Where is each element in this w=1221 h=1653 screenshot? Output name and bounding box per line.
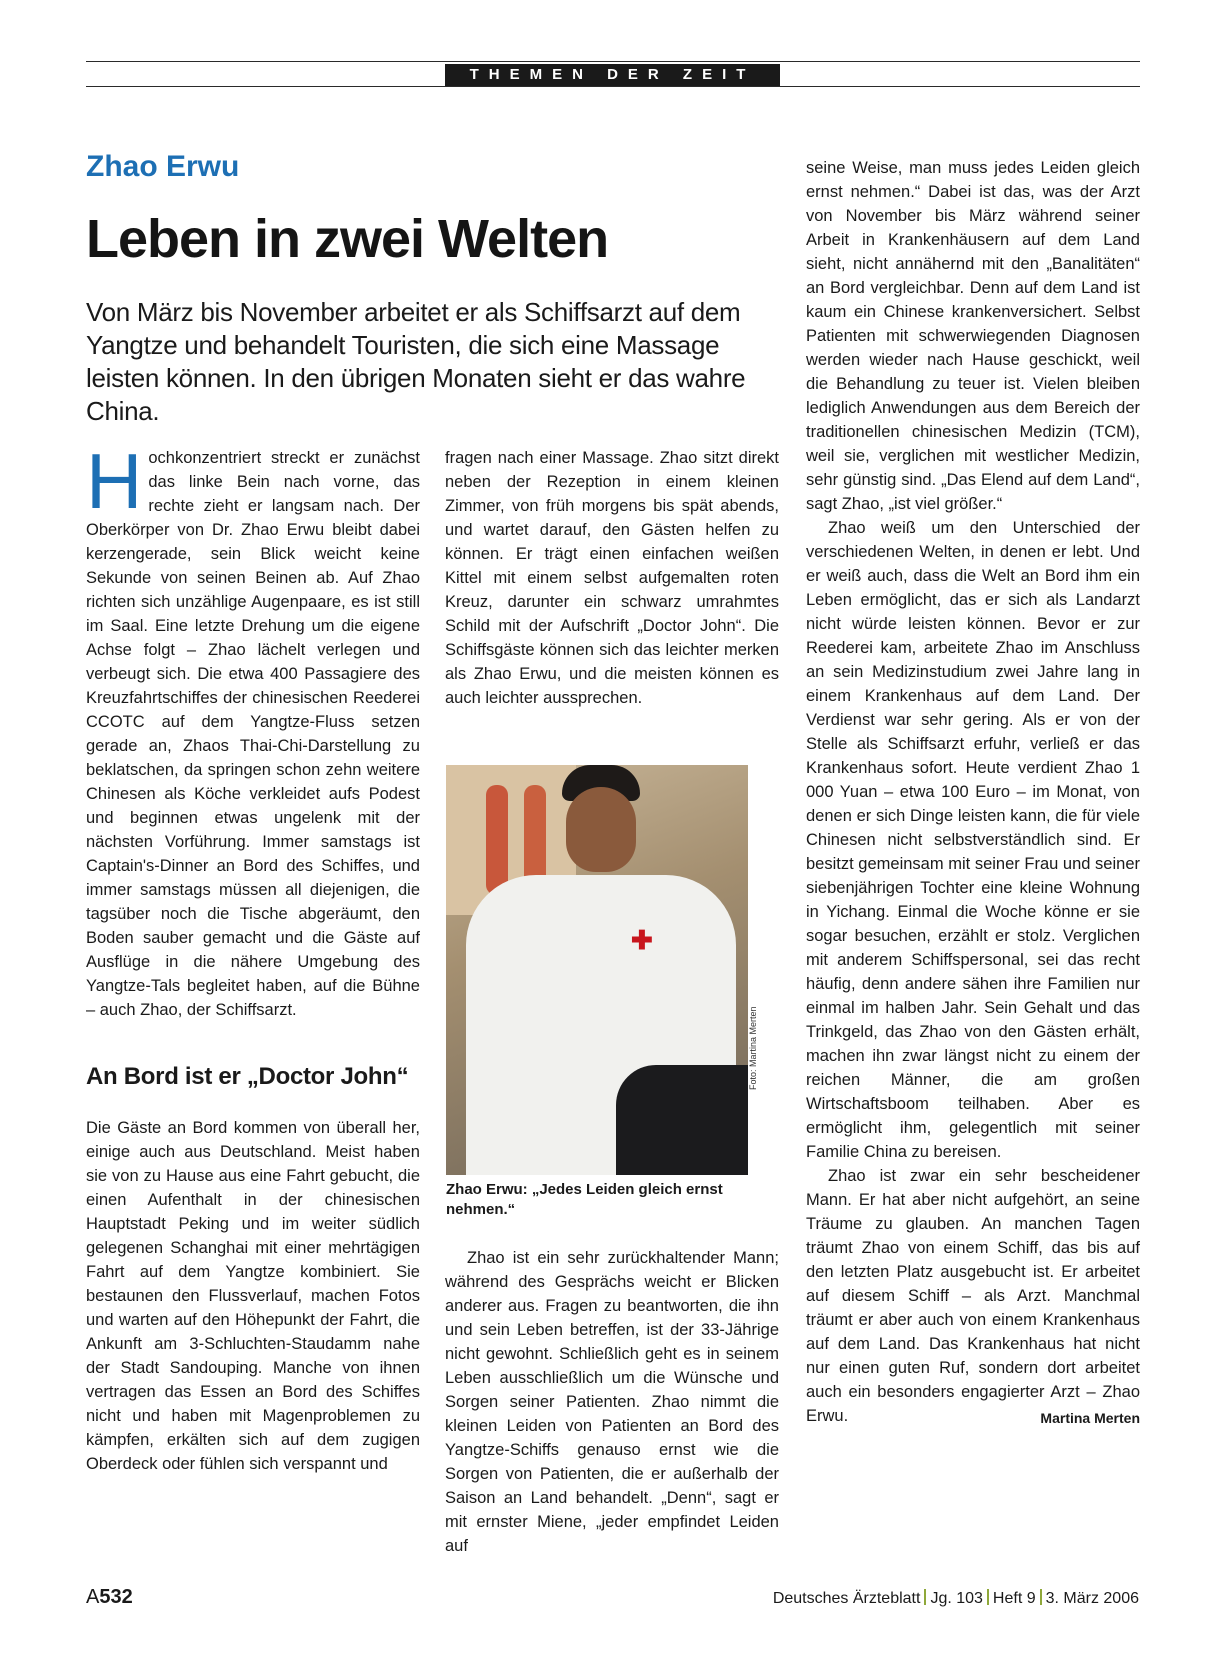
author-name: Martina Merten (1040, 1410, 1140, 1426)
separator (924, 1589, 926, 1605)
column-3 (806, 156, 1140, 1430)
page-prefix: A (86, 1586, 100, 1608)
article-title: Leben in zwei Welten (86, 209, 609, 269)
paragraph (86, 437, 420, 1022)
column-2 (445, 446, 779, 710)
article-kicker: Zhao Erwu (86, 150, 240, 183)
photo-face (566, 787, 636, 872)
portrait-photo (446, 765, 748, 1175)
paragraph (806, 1164, 1140, 1428)
separator (987, 1589, 989, 1605)
column-2-continued (445, 1246, 779, 1558)
photo-caption: Zhao Erwu: „Jedes Leiden gleich ernst nehmen.“ (446, 1181, 723, 1218)
page-number (86, 1586, 133, 1609)
paragraph: Die Gäste an Bord kommen von überall her, einige auch aus Deutschland. Meist haben sie von zu Hause aus eine Fahrt gebucht, die einen Aufenthalt in der chinesischen Hauptstadt Peking und im weiter südlich gelegenen Schanghai mit einer mehrtägigen Fahrt auf dem Yangtze kombiniert. Sie bestaunen den Flussverlauf, machen Fotos und warten auf den Höhepunkt der Fahrt, die Ankunft am 3-Schluchten-Staudamm nahe der Stadt Sandouping. Manche von ihnen vertragen das Essen an Bord des Schiffes nicht und haben mit Magenproblemen zu kämpfen, erkälten sich auf dem zugigen Oberdeck oder fühlen sich verspannt und (86, 1119, 420, 1473)
journal-date: 3. März 2006 (1045, 1590, 1139, 1607)
photo-detail (486, 785, 508, 895)
paragraph-text: ochkonzentriert streckt er zunächst das linke Bein nach vorne, das rechte zieht er langsam nach. Der Oberkörper von Dr. Zhao Erwu bleibt dabei kerzengerade, sein Blick weicht keine Sekunde von seinen Beinen ab. Auf Zhao richten sich unzählige Augenpaare, es ist still im Saal. Eine letzte Drehung um die eigene Achse folgt – Zhao lächelt verlegen und verbeugt sich. Die etwa 400 Passagiere des Kreuzfahrtschiffes der chinesischen Reederei CCOTC auf dem Yangtze-Fluss setzen gerade an, Zhaos Thai-Chi-Darstellung zu beklatschen, da springen schon zehn weitere Chinesen als Köche verkleidet aufs Podest und beginnen etwas ungelenk mit der nächsten Vorführung. Immer samstags ist Captain's-Dinner an Bord des Schiffes, und immer samstags müssen all diejenigen, die tagsüber noch die Tische abgeräumt, den Boden sauber gemacht und die Gäste auf Ausflüge in die nähere Umgebung des Yangtze-Tals begleitet haben, auf die Bühne – auch Zhao, der Schiffsarzt. (86, 449, 420, 1019)
journal-volume: Jg. 103 (930, 1590, 983, 1607)
red-cross-icon: ✚ (631, 925, 653, 955)
section-label: THEMEN DER ZEIT (445, 64, 780, 86)
article-subhead: An Bord ist er „Doctor John“ (86, 1063, 409, 1090)
photo-chair (616, 1065, 748, 1175)
page-number-value: 532 (99, 1586, 133, 1608)
journal-info (773, 1589, 1139, 1608)
paragraph: Zhao weiß um den Unterschied der verschiedenen Welten, in denen er lebt. Und er weiß auch, dass die Welt an Bord ihm ein Leben ermöglicht, das er sich als Landarzt nicht würde leisten können. Bevor er zur Reederei kam, arbeitete Zhao im Anschluss an sein Medizinstudium zwei Jahre lang in einem Krankenhaus auf dem Land. Der Verdienst war sehr gering. Als er von der Stelle als Schiffsarzt erfuhr, verließ er das Krankenhaus sofort. Heute verdient Zhao 1 000 Yuan – etwa 100 Euro – im Monat, von denen er sich Dinge leisten kann, die für viele Chinesen nicht selbstverständlich sind. Er besitzt gemeinsam mit seiner Frau und seiner siebenjährigen Tochter eine kleine Wohnung in Yichang. Einmal die Woche könne er sie sogar besuchen, erzählt er stolz. Verglichen mit anderem Schiffspersonal, sei das recht häufig, denn andere sähen ihre Familien nur einmal im halben Jahr. Sein Gehalt und das Trinkgeld, das Zhao von den Gästen erhält, machen ihn zwar längst nicht zu einem der reichen Männer, die am großen Wirtschaftsboom teilhaben. Aber es ermöglicht ihm, gelegentlich mit seiner Familie China zu bereisen. (806, 519, 1140, 1161)
paragraph: fragen nach einer Massage. Zhao sitzt direkt neben der Rezeption in einem kleinen Zimmer, von früh morgens bis spät abends, und wartet darauf, den Gästen helfen zu können. Er trägt einen einfachen weißen Kittel mit einem selbst aufgemalten roten Kreuz, darunter ein schwarz umrahmtes Schild mit der Aufschrift „Doctor John“. Die Schiffsgäste können sich das leichter merken als Zhao Erwu, und die meisten können es auch leichter aussprechen. (445, 449, 779, 707)
paragraph-text: Zhao ist zwar ein sehr bescheidener Mann. Er hat aber nicht aufgehört, an seine Träume zu glauben. An manchen Tagen träumt Zhao von einem Schiff, das bis auf den letzten Platz ausgebucht ist. Er arbeitet auf diesem Schiff – als Arzt. Manchmal träumt er aber auch von einem Krankenhaus auf dem Land. Das Krankenhaus hat nicht nur einen guten Ruf, sondern dort arbeitet auch ein besonders engagierter Arzt – Zhao Erwu. (806, 1167, 1140, 1425)
separator (1040, 1589, 1042, 1605)
paragraph: seine Weise, man muss jedes Leiden gleich ernst nehmen.“ Dabei ist das, was der Arzt von November bis März während seiner Arbeit in Krankenhäusern auf dem Land sieht, nicht annähernd mit den „Banalitäten“ an Bord vergleichbar. Denn auf dem Land ist kaum ein Chinese krankenversichert. Selbst Patienten mit schwerwiegenden Diagnosen werden wieder nach Hause geschickt, weil die Behandlung zu teuer ist. Vielen bleiben lediglich Anwendungen aus dem Bereich der traditionellen chinesischen Medizin (TCM), weil sie, verglichen mit westlicher Medizin, sehr günstig sind. „Das Elend auf dem Land“, sagt Zhao, „ist viel größer.“ (806, 159, 1140, 513)
photo-credit: Foto: Martina Merten (748, 1006, 758, 1090)
drop-cap: H (86, 437, 143, 525)
column-1 (86, 437, 420, 1476)
journal-issue: Heft 9 (992, 1590, 1036, 1607)
header-rule-top (86, 61, 1140, 62)
journal-name: Deutsches Ärzteblatt (772, 1590, 921, 1607)
paragraph: Zhao ist ein sehr zurückhaltender Mann; während des Gesprächs weicht er Blicken anderer aus. Fragen zu beantworten, die ihn und sein Leben betreffen, ist der 33-Jährige nicht gewohnt. Schließlich geht es in seinem Leben ausschließlich um die Wünsche und Sorgen seiner Patienten. Zhao nimmt die kleinen Leiden von Patienten an Bord des Yangtze-Schiffs genauso ernst wie die Sorgen von Patienten, die er außerhalb der Saison an Land behandelt. „Denn“, sagt er mit ernster Miene, „jeder empfindet Leiden auf (445, 1249, 779, 1555)
header-rule-bottom (86, 86, 1140, 87)
article-lead: Von März bis November arbeitet er als Schiffsarzt auf dem Yangtze und behandelt Touristen, die sich eine Massage leisten können. In den übrigen Monaten sieht er das wahre China. (86, 297, 746, 426)
